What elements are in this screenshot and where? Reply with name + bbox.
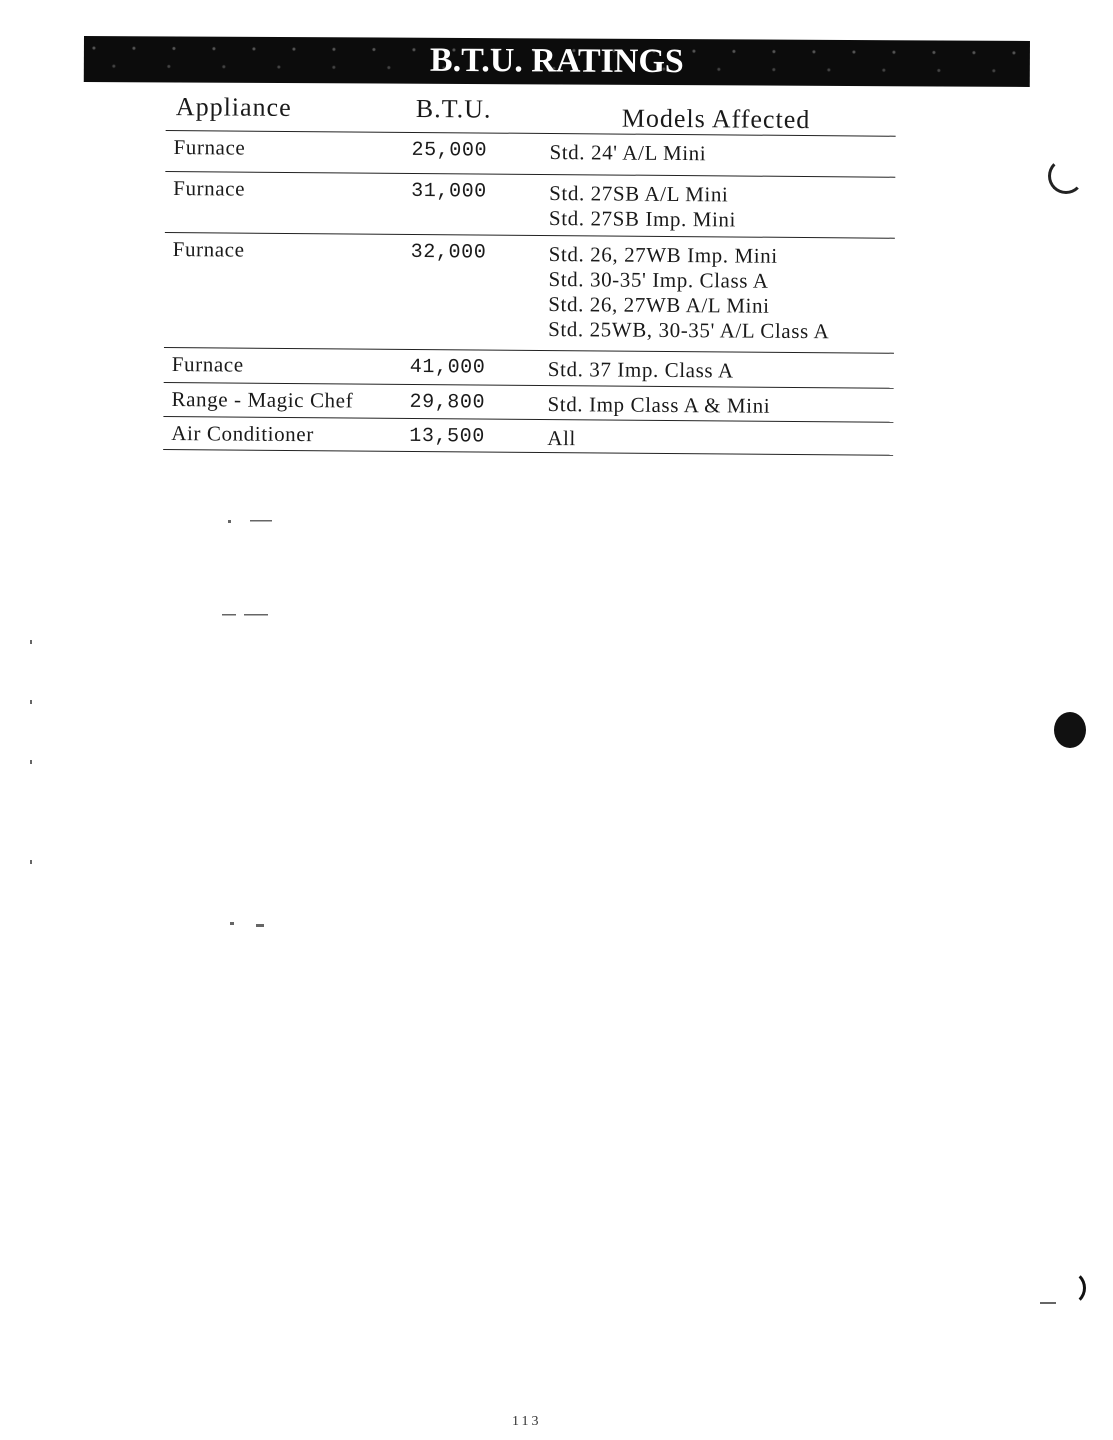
table-row bbox=[165, 131, 895, 178]
model-line: Std. 26, 27WB Imp. Mini bbox=[548, 242, 778, 268]
btu-cell: 31,000 bbox=[411, 179, 487, 204]
btu-cell: 25,000 bbox=[411, 138, 488, 163]
speck bbox=[250, 520, 272, 522]
speck-group bbox=[30, 520, 1056, 1304]
speck bbox=[222, 614, 236, 616]
speck bbox=[230, 922, 234, 925]
models-cell bbox=[547, 426, 576, 451]
model-line: Std. 24' A/L Mini bbox=[549, 140, 707, 166]
table-row bbox=[163, 417, 893, 456]
model-line: Std. 26, 27WB A/L Mini bbox=[548, 292, 770, 318]
model-line: Std. 37 Imp. Class A bbox=[547, 357, 734, 383]
btu-cell: 32,000 bbox=[410, 240, 487, 265]
table-row bbox=[165, 172, 895, 239]
column-header-models: Models Affected bbox=[621, 103, 811, 135]
speck bbox=[244, 614, 268, 616]
binder-hole-mark bbox=[1048, 158, 1084, 194]
model-line: Std. 25WB, 30-35' A/L Class A bbox=[548, 317, 830, 344]
models-cell bbox=[549, 140, 706, 166]
binder-hole-mark bbox=[1050, 1270, 1086, 1306]
table-row bbox=[163, 383, 893, 423]
column-header-btu: B.T.U. bbox=[415, 93, 492, 124]
speck bbox=[30, 700, 32, 704]
appliance-cell: Furnace bbox=[173, 135, 246, 160]
speck bbox=[256, 924, 264, 927]
btu-ratings-table bbox=[163, 88, 896, 456]
model-line: All bbox=[547, 426, 576, 451]
speck bbox=[30, 760, 32, 764]
appliance-cell: Furnace bbox=[172, 237, 245, 262]
btu-cell: 41,000 bbox=[409, 355, 486, 380]
appliance-cell: Air Conditioner bbox=[171, 421, 314, 447]
table-header bbox=[166, 88, 896, 137]
page-number: 113 bbox=[512, 1414, 542, 1429]
model-line: Std. 30-35' Imp. Class A bbox=[548, 267, 769, 293]
appliance-cell: Furnace bbox=[173, 176, 246, 201]
table-row bbox=[164, 233, 895, 354]
models-cell bbox=[547, 392, 770, 419]
appliance-cell: Range - Magic Chef bbox=[171, 387, 354, 413]
title-banner bbox=[84, 36, 1030, 87]
table-row bbox=[164, 348, 894, 389]
models-cell bbox=[548, 242, 830, 344]
model-line: Std. 27SB Imp. Mini bbox=[548, 206, 737, 232]
model-line: Std. 27SB A/L Mini bbox=[549, 181, 729, 207]
binder-hole-mark bbox=[1054, 712, 1086, 748]
speck bbox=[1040, 1302, 1056, 1304]
btu-cell: 13,500 bbox=[409, 424, 485, 449]
speck bbox=[228, 520, 231, 523]
appliance-cell: Furnace bbox=[171, 352, 244, 377]
page-title: B.T.U. RATINGS bbox=[429, 41, 684, 81]
model-line: Std. Imp Class A & Mini bbox=[547, 392, 771, 418]
btu-cell: 29,800 bbox=[409, 390, 486, 415]
speck bbox=[30, 860, 32, 864]
models-cell bbox=[548, 357, 734, 383]
models-cell bbox=[549, 181, 736, 232]
column-header-appliance: Appliance bbox=[175, 92, 292, 122]
speck bbox=[30, 640, 32, 644]
